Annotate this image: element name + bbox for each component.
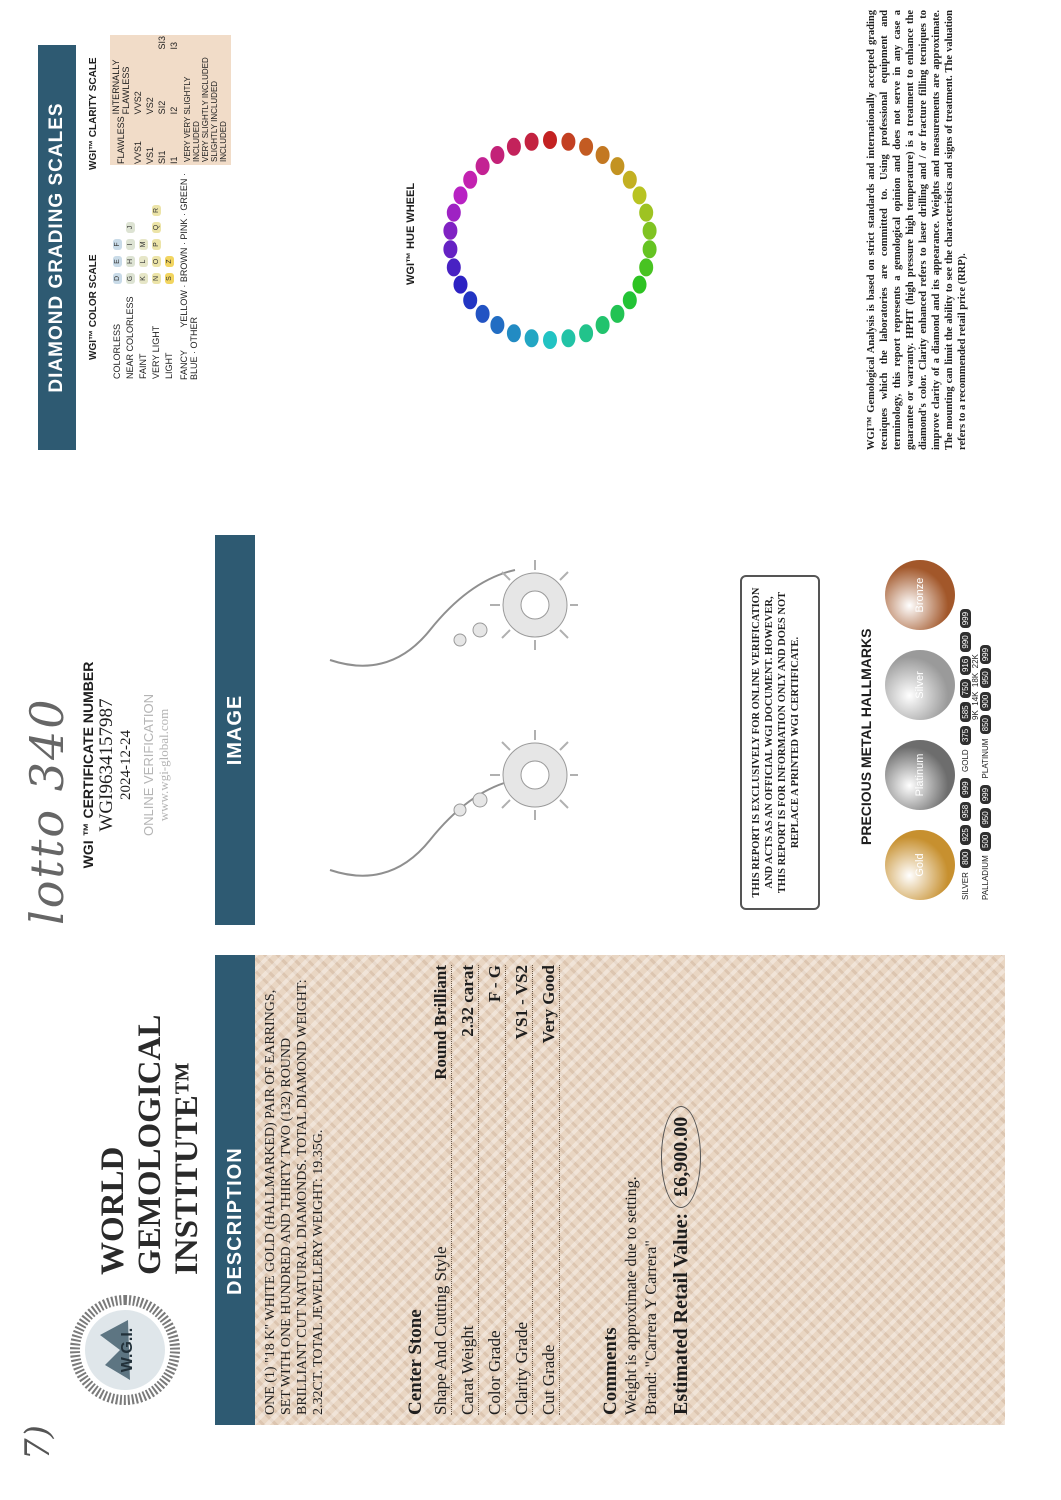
color-grade: K <box>139 273 148 284</box>
institute-name <box>95 1015 206 1275</box>
color-group-name: FAINT <box>137 353 148 379</box>
color-grades <box>162 170 175 288</box>
color-group-name: LIGHT <box>163 352 174 379</box>
clarity-row <box>156 35 168 165</box>
hue-wheel-gem <box>490 146 504 164</box>
karat-label: 9K <box>971 710 980 720</box>
grading-scales-header <box>38 45 76 450</box>
hallmark-stamps <box>885 550 965 900</box>
silver-label: SILVER <box>961 872 970 900</box>
color-group-row <box>136 170 149 380</box>
hue-wheel-gem <box>476 157 490 175</box>
hallmark-badge: 958 <box>960 802 971 821</box>
karat-label: 18K <box>971 672 980 688</box>
palladium-label: PALLADIUM <box>981 855 990 900</box>
comment-line-1: Weight is approximate due to setting. <box>623 1176 640 1415</box>
hue-wheel-gem <box>579 324 593 342</box>
hue-wheel-gem <box>476 305 490 323</box>
hue-wheel-gem <box>525 329 539 347</box>
fancy-color: GREEN <box>179 178 189 211</box>
row-value: Round Brilliant <box>431 965 450 1080</box>
handwritten-lot-note: lotto 340 <box>20 697 74 925</box>
karat-label: 14K <box>971 691 980 706</box>
hallmark-badge: 375 <box>960 726 971 745</box>
gold-label: GOLD <box>961 749 970 772</box>
hue-wheel-gem <box>596 316 610 334</box>
hallmark-badge: 500 <box>980 832 991 851</box>
clarity-row <box>132 35 144 165</box>
row-label: Color Grade <box>485 1330 504 1415</box>
hallmark-badge: 999 <box>980 645 991 664</box>
fancy-label: FANCY <box>179 349 189 380</box>
color-grade: M <box>139 239 148 250</box>
color-group-row <box>123 170 136 380</box>
row-label: Carat Weight <box>458 1325 477 1415</box>
comment-line-2: Brand: "Carrera Y Carrera" <box>643 1240 660 1415</box>
comments-title: Comments <box>600 1327 621 1415</box>
grading-scales-title: DIAMOND GRADING SCALES <box>46 102 67 393</box>
row-value: F - G <box>485 965 504 1003</box>
hue-wheel-gem <box>610 305 624 323</box>
online-verification-label: ONLINE VERIFICATION <box>141 693 156 837</box>
karat-label: 22K <box>971 654 980 669</box>
clarity-grade: SI3 <box>157 36 167 50</box>
hue-wheel-gem <box>561 329 575 347</box>
color-grade: S <box>165 273 174 284</box>
color-scale-table <box>110 170 175 380</box>
hallmarks-title: PRECIOUS METAL HALLMARKS <box>858 628 874 845</box>
disclaimer-text: WGI™ Gemological Analysis is based on strict standards and internationally accepted grading tecniques which the laboratories are committed to. Using professional equipment and terminology, this report represents a gemological opinion and does not serve in any case a guarantee or warranty. HPHT (high pressure high temperature) is a treatment to enhance the diamond's color. Clarity enhanced refers to laser drilling and / or fracture filling tecniques to improve clarity of a diamond and its appearance. Weights and measurements are approximate. The mounting can limit the ability to see the characteristics and signs of treatment. The valuation refers to a recommended retail price (RRP). <box>866 10 968 450</box>
hallmark-badge: 916 <box>960 656 971 675</box>
platinum-stamp <box>885 740 955 810</box>
hue-wheel-gem <box>579 138 593 156</box>
hue-wheel-gem <box>443 222 457 240</box>
hue-wheel-gem <box>463 171 477 189</box>
online-verification-url: www.wgi-global.com <box>156 708 171 822</box>
color-group-row <box>110 170 123 380</box>
color-group-name: VERY LIGHT <box>150 325 161 379</box>
hue-wheel-gem <box>447 204 461 222</box>
institute-name-line1: WORLD <box>95 1146 131 1275</box>
hallmark-grades <box>960 530 991 900</box>
stamp-label: Gold <box>914 853 926 877</box>
image-header-label: IMAGE <box>223 694 246 766</box>
color-grade: D <box>113 273 122 284</box>
color-grade: H <box>126 256 135 267</box>
hue-wheel-gem <box>610 157 624 175</box>
row-label: Clarity Grade <box>512 1322 531 1415</box>
color-grade: R <box>152 205 161 216</box>
color-scale-title: WGI™ COLOR SCALE <box>88 254 99 360</box>
clarity-grade: INTERNALLY FLAWLESS <box>111 59 131 115</box>
hue-wheel-gem <box>507 324 521 342</box>
certificate-date: 2024-12-24 <box>118 730 134 800</box>
clarity-grade: SI1 <box>157 150 167 164</box>
clarity-grade: VVS1 <box>133 140 143 164</box>
clarity-grade: VS2 <box>145 97 155 115</box>
color-grade: L <box>139 256 148 267</box>
stamp-label: Silver <box>914 671 926 699</box>
color-grades <box>136 170 149 288</box>
color-group-row <box>162 170 175 380</box>
clarity-scale-title: WGI™ CLARITY SCALE <box>88 57 99 170</box>
image-header <box>215 535 255 925</box>
center-stone-table <box>425 965 560 1415</box>
hue-wheel-gem <box>643 222 657 240</box>
hue-wheel-gem <box>447 258 461 276</box>
hue-wheel-gem <box>561 133 575 151</box>
hallmark-badge: 925 <box>960 825 971 844</box>
hue-wheel-gem <box>454 186 468 204</box>
institute-name-line2: GEMOLOGICAL <box>132 1014 168 1275</box>
gold-stamp <box>885 830 955 900</box>
earrings-image <box>300 550 580 910</box>
center-stone-title: Center Stone <box>405 1309 426 1415</box>
fancy-colors: FANCY YELLOW · BROWN · PINK · GREEN · BLUE · OTHER <box>179 173 199 380</box>
color-group-name: COLORLESS <box>111 323 122 379</box>
certificate-number: WGI9634157987 <box>96 698 117 832</box>
hue-wheel <box>425 115 675 365</box>
clarity-scale <box>110 35 231 165</box>
hue-wheel-gem <box>463 291 477 309</box>
color-grade: Q <box>152 222 161 233</box>
row-value: VS1 - VS2 <box>512 965 531 1040</box>
color-grades <box>110 170 123 288</box>
hue-wheel-gem <box>643 240 657 258</box>
hue-wheel-gem <box>525 133 539 151</box>
stamp-label: Bronze <box>914 577 926 613</box>
handwritten-page-number: 7) <box>18 1425 58 1460</box>
platinum-label: PLATINUM <box>981 738 990 779</box>
hue-wheel-gem <box>507 138 521 156</box>
hallmark-badge: 585 <box>960 702 971 721</box>
clarity-grade: VS1 <box>145 146 155 164</box>
clarity-grade: VVS2 <box>133 91 143 115</box>
clarity-row <box>144 35 156 165</box>
color-grade: G <box>126 273 135 284</box>
gold-karat-row <box>971 530 980 720</box>
color-grades <box>149 170 162 288</box>
hue-wheel-gem <box>623 291 637 309</box>
color-grade: F <box>113 239 122 250</box>
retail-label: Estimated Retail Value: <box>670 1212 692 1415</box>
certificate-number-label: WGI ™ CERTIFICATE NUMBER <box>80 661 96 869</box>
row-cut <box>533 965 560 1415</box>
hallmark-badge: 950 <box>980 808 991 827</box>
palladium-platinum-row <box>980 530 991 900</box>
description-text: ONE (1) "18 K" WHITE GOLD (HALLMARKED) PAIR OF EARRINGS, SET WITH ONE HUNDRED AND THIRTY TWO (132) ROUND BRILLIANT CUT NATURAL DIAMONDS. TOTAL DIAMOND WEIGHT: 2.32CT. TOTAL JEWELLERY WEIGHT: 19.35G. <box>263 979 326 1415</box>
certificate-number-block <box>80 605 172 925</box>
wgi-logo <box>70 1295 180 1405</box>
clarity-grade: I2 <box>169 106 179 115</box>
bronze-stamp <box>885 560 955 630</box>
color-grade: Z <box>165 256 174 267</box>
row-label: Cut Grade <box>539 1344 558 1415</box>
fancy-color: YELLOW <box>179 290 189 328</box>
hallmark-badge: 850 <box>980 715 991 734</box>
description-header <box>215 955 255 1425</box>
fancy-color: BROWN <box>179 247 189 283</box>
stamp-label: Platinum <box>914 753 926 797</box>
clarity-group-name: VERY SLIGHTLY INCLUDED <box>201 57 210 162</box>
clarity-row <box>168 35 180 165</box>
retail-amount: £6,900.00 <box>661 1106 701 1208</box>
row-clarity <box>506 965 533 1415</box>
row-shape <box>425 965 452 1415</box>
color-group-row <box>149 170 162 380</box>
verification-notice <box>740 575 820 910</box>
clarity-grade: I1 <box>169 156 179 164</box>
hue-wheel-gem <box>623 171 637 189</box>
color-grade: J <box>126 222 135 233</box>
clarity-grade: I3 <box>169 42 179 50</box>
svg-text:W.G.I.: W.G.I. <box>119 1327 136 1373</box>
hallmark-badge: 750 <box>960 679 971 698</box>
clarity-group-names <box>180 35 231 165</box>
color-grade: N <box>152 273 161 284</box>
clarity-grade: FLAWLESS <box>116 116 126 164</box>
hallmark-badge: 800 <box>960 849 971 868</box>
clarity-grade: SI2 <box>157 100 167 115</box>
clarity-group-name: SLIGHTLY INCLUDED <box>210 80 219 162</box>
color-grade: I <box>126 239 135 250</box>
color-group-name: NEAR COLORLESS <box>124 296 135 379</box>
hue-wheel-gem <box>490 316 504 334</box>
clarity-group-name: VERY VERY SLIGHTLY INCLUDED <box>183 76 201 162</box>
hue-wheel-gem <box>633 276 647 294</box>
hue-wheel-gem <box>443 240 457 258</box>
description-panel <box>255 955 1005 1425</box>
hallmark-badge: 900 <box>980 692 991 711</box>
fancy-color: BLUE <box>189 356 199 380</box>
row-carat <box>452 965 479 1415</box>
hue-wheel-gem <box>543 131 557 149</box>
clarity-group-name: INCLUDED <box>219 121 228 162</box>
institute-name-line3: INSTITUTE™ <box>169 1062 205 1275</box>
hue-wheel-gem <box>633 186 647 204</box>
hallmark-badge: 999 <box>960 778 971 797</box>
color-grade: E <box>113 256 122 267</box>
row-label: Shape And Cutting Style <box>431 1246 450 1415</box>
hue-wheel-gem <box>454 276 468 294</box>
color-grade: P <box>152 239 161 250</box>
hallmark-badge: 999 <box>960 609 971 628</box>
hallmark-badge: 990 <box>960 632 971 651</box>
hue-wheel-gem <box>543 331 557 349</box>
row-value: Very Good <box>539 965 558 1044</box>
row-value: 2.32 carat <box>458 965 477 1037</box>
hallmark-badge: 999 <box>980 785 991 804</box>
hue-wheel-gem <box>596 146 610 164</box>
hue-wheel-title: WGI™ HUE WHEEL <box>405 182 417 285</box>
color-grade: O <box>152 256 161 267</box>
fancy-color: OTHER <box>189 316 199 349</box>
hue-wheel-gem <box>639 204 653 222</box>
description-header-label: DESCRIPTION <box>223 1147 246 1295</box>
hue-wheel-gem <box>639 258 653 276</box>
clarity-scale-table <box>110 35 180 165</box>
row-color <box>479 965 506 1415</box>
silver-stamp <box>885 650 955 720</box>
silver-row <box>960 530 971 900</box>
color-grades <box>123 170 136 288</box>
clarity-row <box>110 35 132 165</box>
notice-text: THIS REPORT IS EXCLUSIVELY FOR ONLINE VERIFICATION AND ACTS AS AN OFFICIAL WGI DOCUMENT. HOWEVER, THIS REPORT IS FOR INFORMATION ONLY AND DOES NOT REPLACE A PRINTED WGI CERTIFICATE. <box>751 587 801 898</box>
retail-value <box>670 1106 693 1415</box>
color-scale <box>110 170 199 380</box>
fancy-color: PINK <box>179 218 189 240</box>
hallmark-badge: 950 <box>980 668 991 687</box>
